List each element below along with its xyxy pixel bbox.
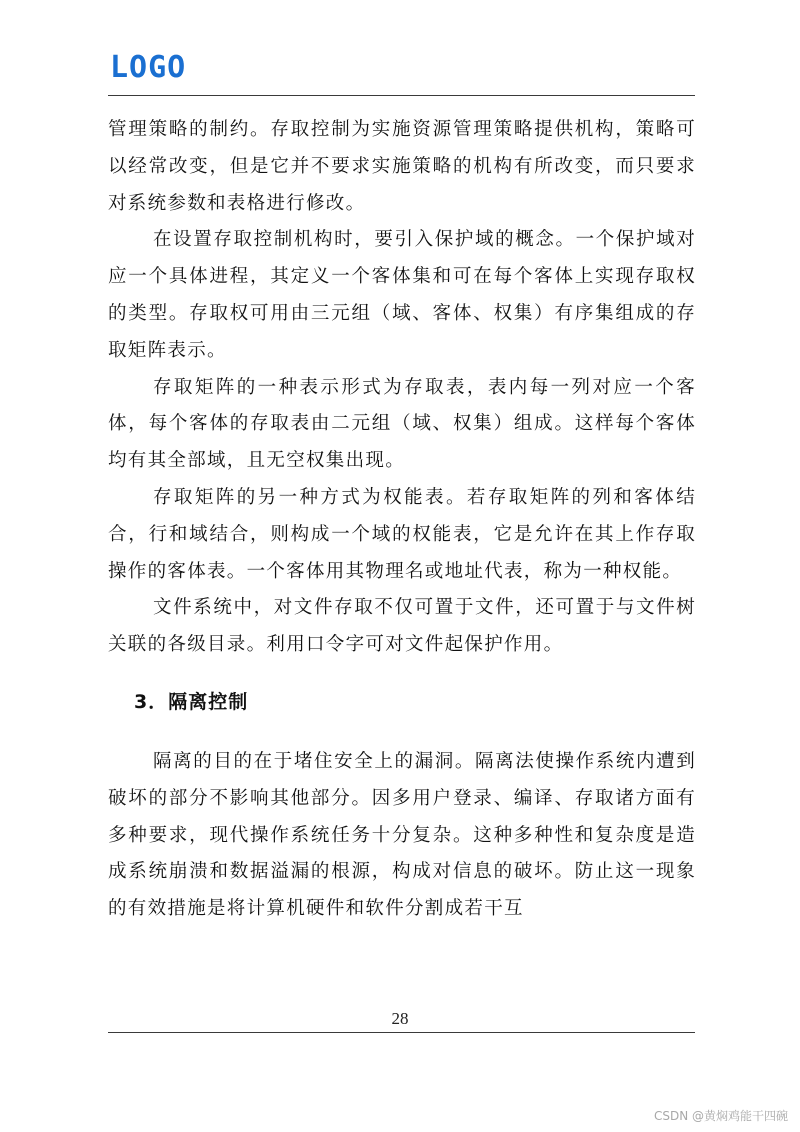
footer-rule <box>108 1032 695 1033</box>
paragraph-4: 存取矩阵的另一种方式为权能表。若存取矩阵的列和客体结合，行和域结合，则构成一个域的权能表，它是允许在其上作存取操作的客体表。一个客体用其物理名或地址代表，称为一种权能。 <box>108 486 696 582</box>
page-header <box>108 50 695 96</box>
document-body <box>108 112 696 928</box>
page-number: 28 <box>391 1009 409 1028</box>
paragraph-5: 文件系统中，对文件存取不仅可置于文件，还可置于与文件树关联的各级目录。利用口令字可对文件起保护作用。 <box>108 597 696 656</box>
watermark: CSDN @黄焖鸡能干四碗 <box>653 1109 788 1123</box>
paragraph-3: 存取矩阵的一种表示形式为存取表，表内每一列对应一个客体，每个客体的存取表由二元组（域、权集）组成。这样每个客体均有其全部域，且无空权集出现。 <box>108 376 696 472</box>
logo: LOGO <box>110 50 187 85</box>
paragraph-6: 隔离的目的在于堵住安全上的漏洞。隔离法使操作系统内遭到破坏的部分不影响其他部分。因多用户登录、编译、存取诸方面有多种要求，现代操作系统任务十分复杂。这种多种性和复杂度是造成系统崩溃和数据溢漏的根源，构成对信息的破坏。防止这一现象的有效措施是将计算机硬件和软件分割成若干互 <box>108 750 696 920</box>
paragraph-2: 在设置存取控制机构时，要引入保护域的概念。一个保护域对应一个具体进程，其定义一个客体集和可在每个客体上实现存取权的类型。存取权可用由三元组（域、客体、权集）有序集组成的存取矩阵表示。 <box>108 229 696 361</box>
paragraph-1: 管理策略的制约。存取控制为实施资源管理策略提供机构，策略可以经常改变，但是它并不要求实施策略的机构有所改变，而只要求对系统参数和表格进行修改。 <box>108 119 696 214</box>
section-title: 3．隔离控制 <box>134 690 249 713</box>
